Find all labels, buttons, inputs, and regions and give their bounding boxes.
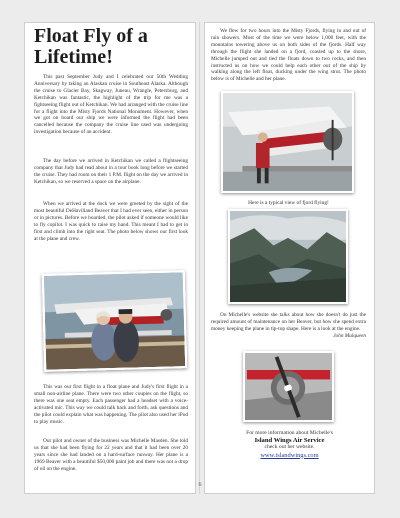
caption-fjord-view: Here is a typical view of fjord flying! bbox=[248, 200, 329, 206]
website-link[interactable]: www.islandwings.com bbox=[260, 451, 319, 459]
paragraph-1: This past September Judy and I celebrated our 50th Wedding Anniversary by taking an Alaskan cruise in Southeast Alaska. Although the cruise to Glacier Bay, Skagway, Juneau, Wrangle, Petersburg, and Ketchikan was fantastic, the highlight of the trip for me was a fightseeing flight out of Ketchikan. We had arranged with the cruise line for a flight into the Misty Fjords National Monument. However, when we got on board our ship we were informed the flight had been cancelled because the company the cruise line used was undergoing investigation because of an accident. bbox=[34, 74, 188, 136]
title-line-2: Lifetime! bbox=[34, 46, 113, 68]
photo-couple-with-plane bbox=[42, 270, 188, 372]
paragraph-7-text: On Michelle's website she talks about how she doesn't do just the required amount of maintenance on her Beaver, but how she spend extra money keeping the plane in tip-top shape. Here is a look at the engine. bbox=[211, 312, 366, 332]
paragraph-7 bbox=[211, 312, 366, 340]
photo-engine bbox=[243, 351, 334, 422]
more-info-box bbox=[212, 430, 367, 459]
couple-plane-image bbox=[44, 272, 185, 370]
pilot-plane-image bbox=[223, 93, 352, 191]
info-line-1: For more information about Michelle's bbox=[246, 430, 333, 436]
photo-fjord-view bbox=[228, 209, 348, 304]
info-line-2: check out her website. bbox=[264, 444, 315, 451]
signature: John Mulqueen bbox=[333, 332, 366, 339]
engine-image bbox=[245, 353, 332, 420]
paragraph-4: This was our first flight in a float plane and Judy's first flight in a small non-airline plane. There were two other couples on the flight, so there was one seat empty. Each passenger had a headset with a voice-activated mic. This way we could talk back and forth, ask questions and the pilot could explain what was happening. The pilot also used her iPod to play music. bbox=[34, 384, 188, 425]
article-title bbox=[34, 26, 194, 68]
photo-pilot-with-plane bbox=[221, 91, 354, 193]
info-brand: Island Wings Air Service bbox=[254, 437, 325, 445]
paragraph-2: The day before we arrived in Ketchikan we called a flightseeing company that Judy had read about in a tour book long before we started the cruise. They had room on their 1 P.M. flight on the day we arrived in Ketchikan, so we reserved a space on the airplane. bbox=[34, 158, 188, 185]
paragraph-5: Our pilot and owner of the business was Michelle Masden. She told us that she had been flying for 22 years and that it had been over 20 years since she had landed on a hard-surface runway. Her plane is a 1969 Beaver with a beautiful $50,000 paint job and there was not a drop of oil on the engine. bbox=[34, 438, 188, 472]
paragraph-3: When we arrived at the dock we were greeted by the sight of the most beautiful DeHavilland Beaver that I had ever seen, either in person or in pictures. Before we boarded, the pilot asked if someone would like to fly copilot. I was quick to raise my hand. This meant I had to get in first and climb into the right seat. The photo below shows our first look at the plane and crew. bbox=[34, 201, 188, 242]
title-line-1: Float Fly of a bbox=[34, 25, 148, 47]
page-number: 6 bbox=[198, 482, 202, 488]
fjord-image bbox=[230, 211, 346, 302]
column-divider bbox=[199, 22, 200, 494]
paragraph-6: We flew for two hours into the Misty Fjords, flying in and out of rain showers. Most of the time we were below 1,000 feet, with the mountains towering above us on both sides of the fjords. Half way through the flight she landed on a fjord, coasted up to the shore, Michelle jumped out and tied the floats down to two rocks, and then instructed us on how we could help each other out of the ship by walking along the left float, ducking under the wing strut. The photo below is of Michelle and her plane. bbox=[211, 28, 366, 83]
